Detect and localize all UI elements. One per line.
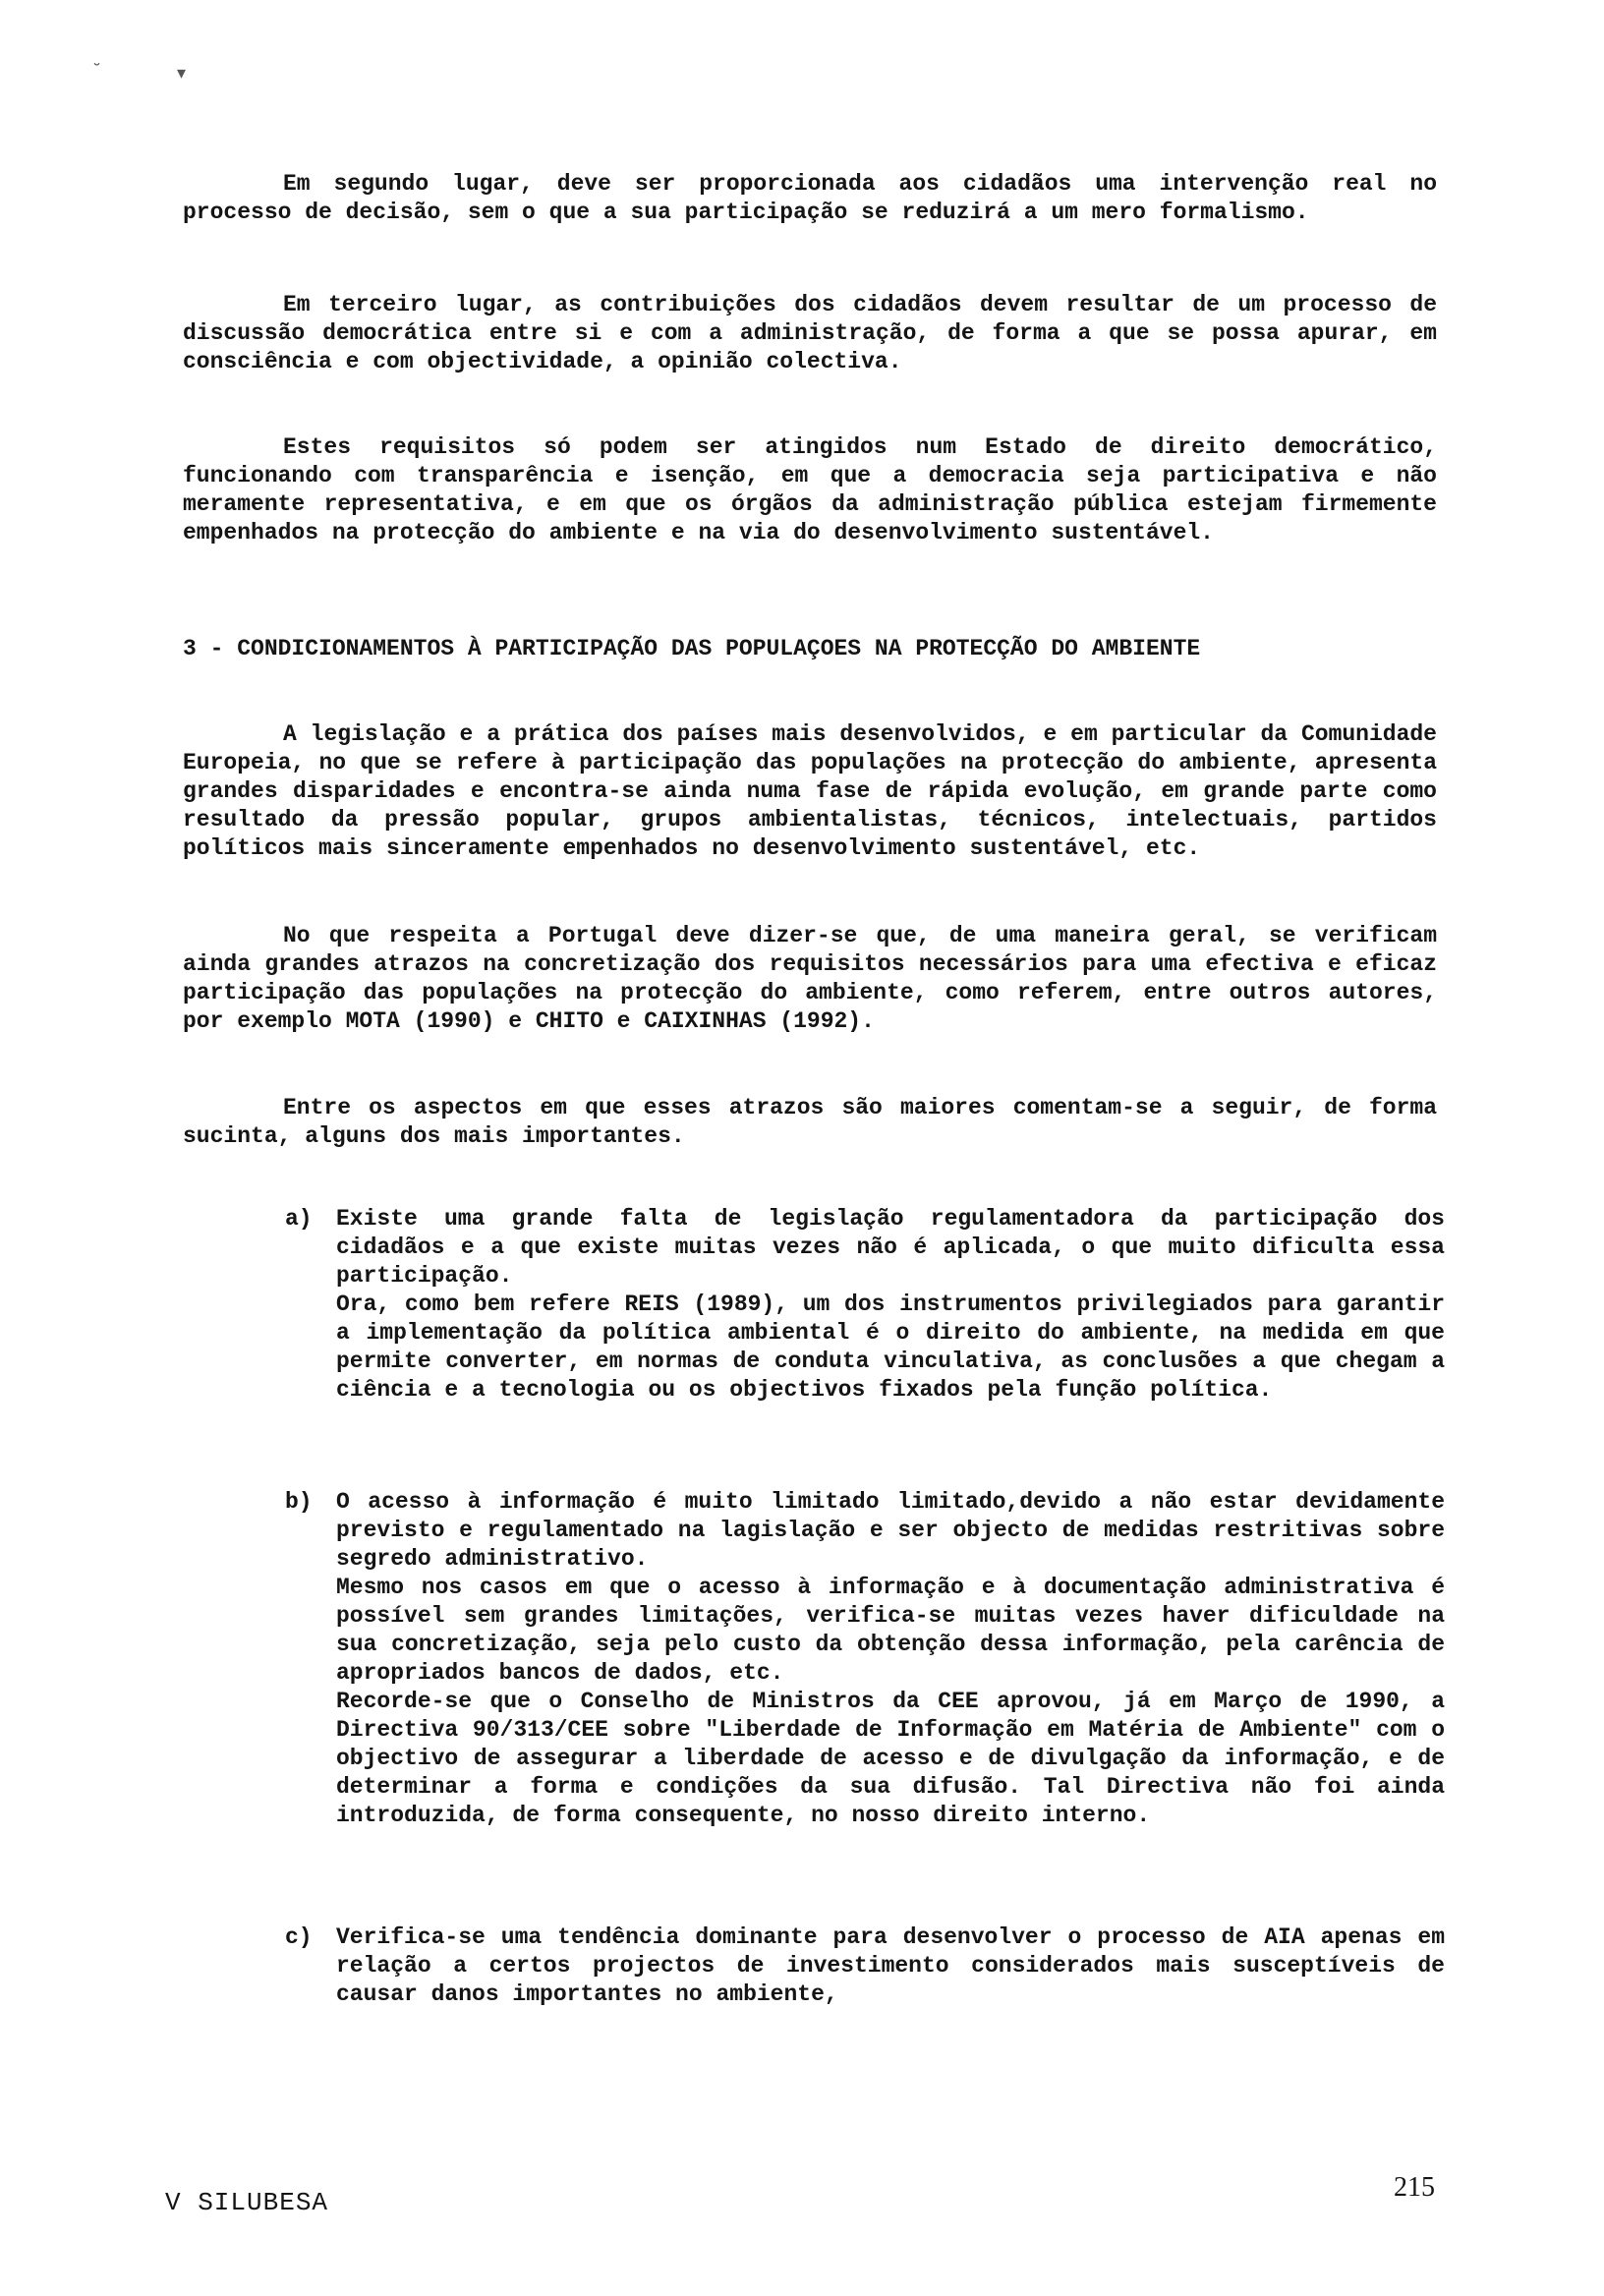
page-number: 215 [1394,2172,1435,2203]
list-item-text: Existe uma grande falta de legislação regulamentadora da participação dos cidadãos e a que existe muitas vezes não é aplicada, o que muito dificulta essa participação. [336,1206,1445,1289]
section-paragraph-1: A legislação e a prática dos países mais desenvolvidos, e em particular da Comunidade Europeia, no que se refere à participação das populações na protecção do ambiente, apresenta grandes disparidades e encontra-se ainda numa fase de rápida evolução, em grande parte como resultado da pressão popular, grupos ambientalistas, técnicos, intelectuais, partidos políticos mais sinceramente empenhados no desenvolvimento sustentável, etc. [183,721,1437,861]
list-item-text: Mesmo nos casos em que o acesso à informação e à documentação administrativa é possível sem grandes limitações, verifica-se muitas vezes haver dificuldade na sua concretização, seja pelo custo da obtenção dessa informação, pela carência de apropriados bancos de dados, etc. [336,1575,1445,1686]
list-item-text: Verifica-se uma tendência dominante para desenvolver o processo de AIA apenas em relação a certos projectos de investimento considerados mais susceptíveis de causar danos importantes no ambiente, [336,1924,1445,2007]
paragraph-3: Estes requisitos só podem ser atingidos num Estado de direito democrático, funcionando com transparência e isenção, em que a democracia seja participativa e não meramente representativa, e em que os órgãos da administração pública estejam firmemente empenhados na protecção do ambiente e na via do desenvolvimento sustentável. [183,434,1437,545]
list-item-c [285,1923,1445,2009]
footer-conference-name: V SILUBESA [165,2188,329,2217]
paragraph-2: Em terceiro lugar, as contribuições dos cidadãos devem resultar de um processo de discussão democrática entre si e com a administração, de forma a que se possa apurar, em consciência e com objectividade, a opinião colectiva. [183,292,1437,374]
scan-mark: ▾ [177,63,187,84]
paragraph-1: Em segundo lugar, deve ser proporcionada aos cidadãos uma intervenção real no processo de decisão, sem o que a sua participação se reduzirá a um mero formalismo. [183,171,1437,225]
list-item-a [285,1205,1445,1405]
section-paragraph-3: Entre os aspectos em que esses atrazos são maiores comentam-se a seguir, de forma sucinta, alguns dos mais importantes. [183,1095,1437,1149]
list-item-text: Ora, como bem refere REIS (1989), um dos instrumentos privilegiados para garantir a implementação da política ambiental é o direito do ambiente, na medida em que permite converter, em normas de conduta vinculativa, as conclusões a que chegam a ciência e a tecnologia ou os objectivos fixados pela função política. [336,1292,1445,1403]
section-paragraph-2: No que respeita a Portugal deve dizer-se que, de uma maneira geral, se verificam ainda grandes atrazos na concretização dos requisitos necessários para uma efectiva e eficaz participação das populações na protecção do ambiente, como referem, entre outros autores, por exemplo MOTA (1990) e CHITO e CAIXINHAS (1992). [183,923,1437,1034]
list-item-b [285,1488,1445,1830]
list-marker: a) [285,1206,313,1232]
scan-mark: ˘ [92,61,101,82]
list-marker: c) [285,1924,313,1950]
list-marker: b) [285,1489,313,1515]
list-item-text: Recorde-se que o Conselho de Ministros da CEE aprovou, já em Março de 1990, a Directiva 90/313/CEE sobre "Liberdade de Informação em Matéria de Ambiente" com o objectivo de assegurar a liberdade de acesso e de divulgação da informação, e de determinar a forma e condições da sua difusão. Tal Directiva não foi ainda introduzida, de forma consequente, no nosso direito interno. [336,1689,1445,1828]
section-heading: 3 - CONDICIONAMENTOS À PARTICIPAÇÃO DAS POPULAÇOES NA PROTECÇÃO DO AMBIENTE [183,636,1201,661]
list-item-text: O acesso à informação é muito limitado limitado,devido a não estar devidamente previsto e regulamentado na lagislação e ser objecto de medidas restritivas sobre segredo administrativo. [336,1489,1445,1572]
